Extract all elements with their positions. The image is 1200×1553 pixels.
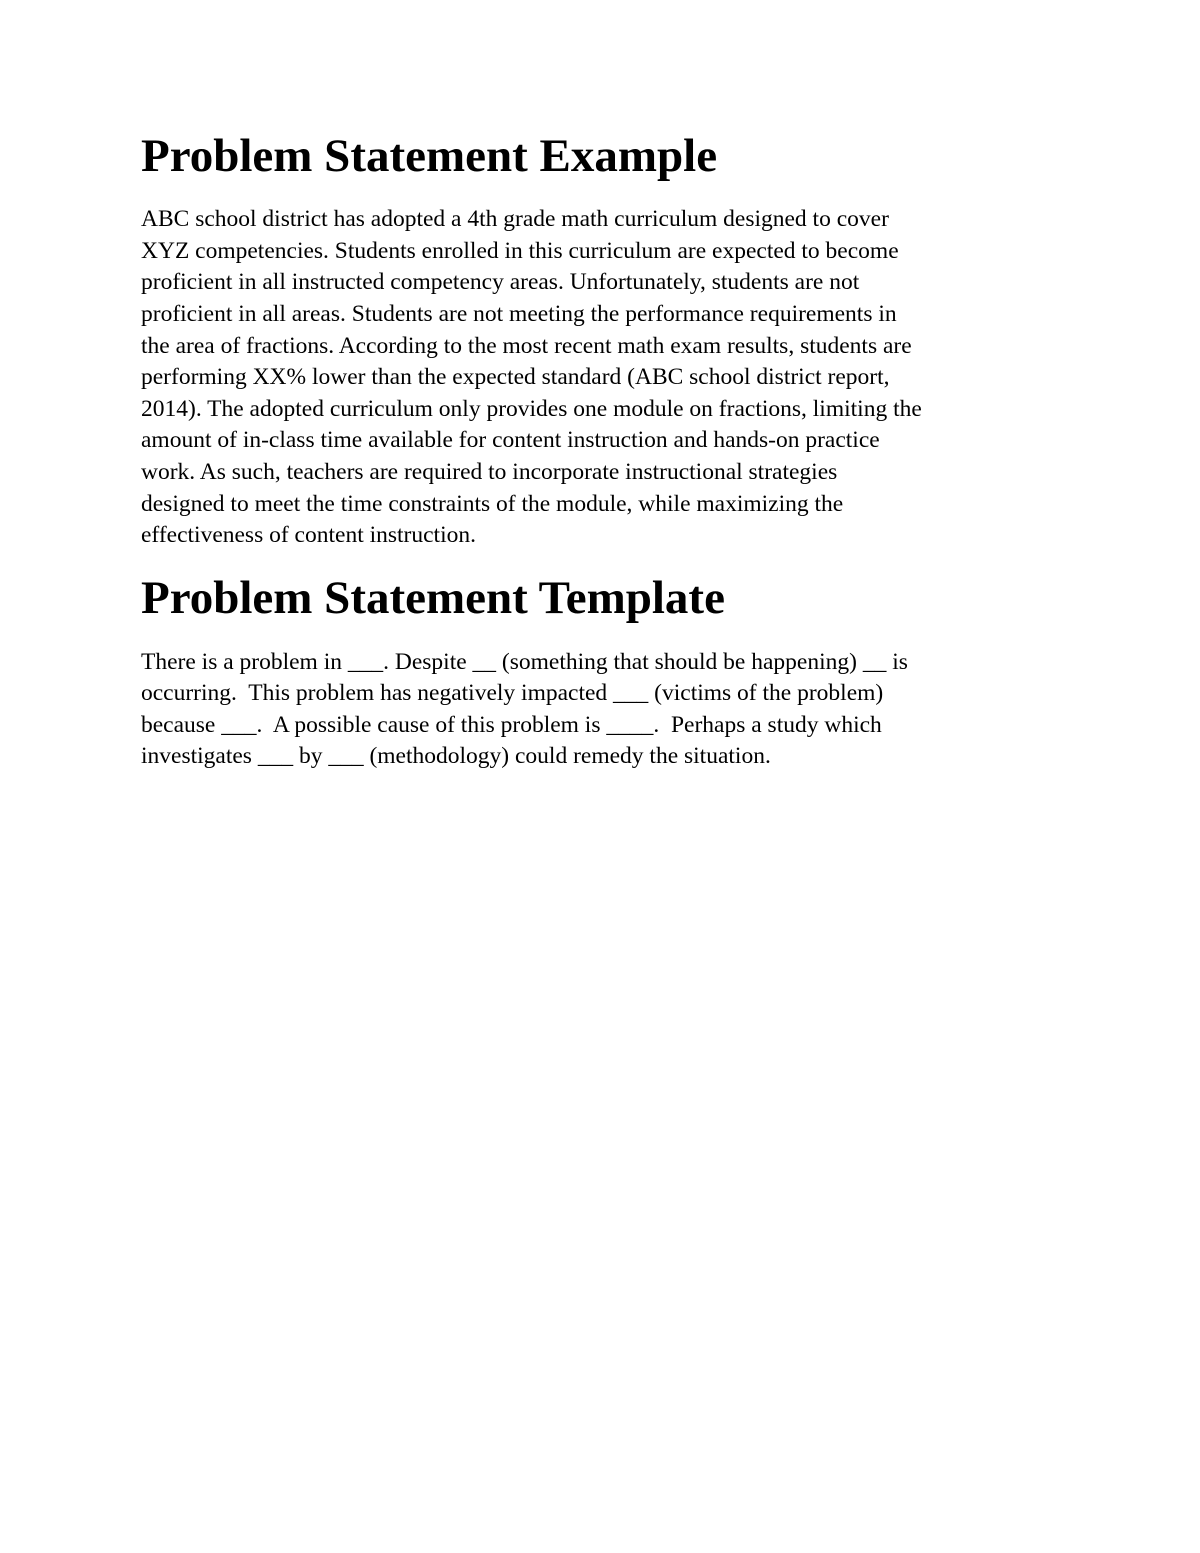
paragraph-line: proficient in all instructed competency areas. Unfortunately, students are not bbox=[141, 269, 860, 296]
example-paragraph bbox=[141, 204, 1061, 552]
paragraph-line: ABC school district has adopted a 4th grade math curriculum designed to cover bbox=[141, 206, 889, 233]
paragraph-line: work. As such, teachers are required to incorporate instructional strategies bbox=[141, 458, 838, 485]
paragraph-line: XYZ competencies. Students enrolled in this curriculum are expected to become bbox=[141, 237, 899, 264]
paragraph-line: proficient in all areas. Students are not meeting the performance requirements in bbox=[141, 300, 897, 327]
paragraph-line: There is a problem in ___. Despite __ (something that should be happening) __ is bbox=[141, 648, 908, 675]
section-heading-template: Problem Statement Template bbox=[141, 572, 725, 625]
paragraph-line: because ___. A possible cause of this problem is ____. Perhaps a study which bbox=[141, 711, 882, 738]
paragraph-line: the area of fractions. According to the most recent math exam results, students are bbox=[141, 332, 912, 359]
paragraph-line: performing XX% lower than the expected standard (ABC school district report, bbox=[141, 364, 890, 391]
section-heading-example: Problem Statement Example bbox=[141, 130, 718, 182]
paragraph-line: 2014). The adopted curriculum only provides one module on fractions, limiting the bbox=[141, 395, 922, 422]
paragraph-line: amount of in-class time available for content instruction and hands-on practice bbox=[141, 427, 880, 454]
paragraph-line: investigates ___ by ___ (methodology) could remedy the situation. bbox=[141, 743, 771, 770]
template-paragraph bbox=[141, 647, 1061, 773]
paragraph-line: effectiveness of content instruction. bbox=[141, 522, 476, 549]
paragraph-line: designed to meet the time constraints of the module, while maximizing the bbox=[141, 490, 844, 517]
document-body bbox=[141, 130, 1061, 773]
paragraph-line: occurring. This problem has negatively impacted ___ (victims of the problem) bbox=[141, 680, 884, 707]
